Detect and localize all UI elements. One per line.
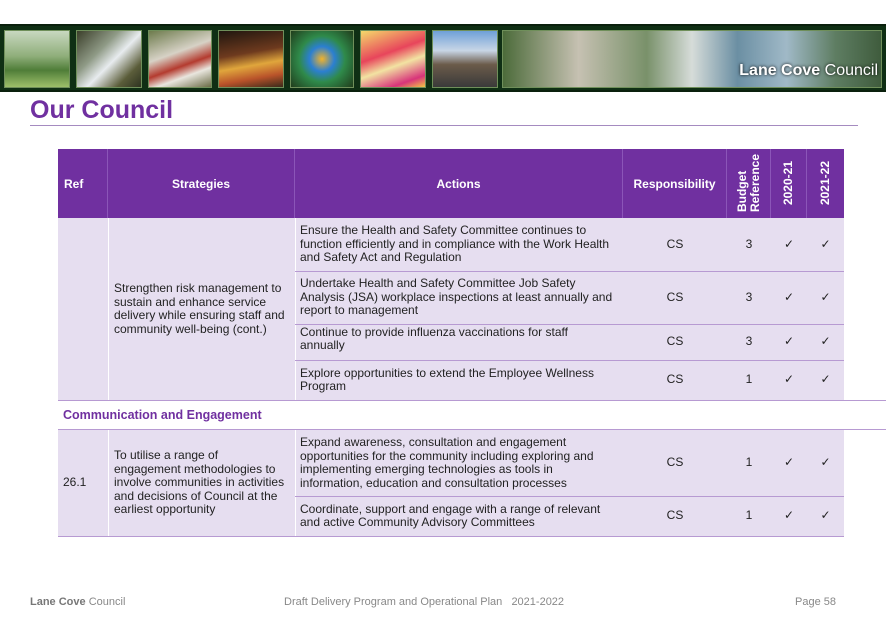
building-photo: [432, 30, 498, 88]
table-row-action: Continue to provide influenza vaccinations for staff annually: [300, 324, 568, 352]
table-row-responsibility: CS: [666, 455, 684, 470]
page-title: Our Council: [30, 96, 174, 124]
header-budget-line2: Reference: [747, 154, 762, 213]
brand-bold: Lane Cove: [739, 62, 821, 79]
table-row-action: Coordinate, support and engage with a range of relevant and active Community Advisory Committees: [300, 501, 601, 529]
header-year2-label: 2021-22: [818, 161, 832, 206]
street-dancers-photo: [148, 30, 212, 88]
footer-document-title: [284, 596, 564, 608]
header-year-2021-22: [807, 149, 844, 218]
group1-strategy: Strengthen risk management to sustain and enhance service delivery while ensuring staff and community well-being (cont.): [114, 281, 285, 336]
header-actions: Actions: [295, 149, 623, 218]
checkmark-icon: ✓: [820, 289, 831, 304]
lorikeet-photo: [290, 30, 354, 88]
table-header: [58, 149, 844, 218]
checkmark-icon: ✓: [820, 334, 831, 349]
checkmark-icon: ✓: [820, 372, 831, 387]
header-banner: [0, 24, 886, 92]
header-responsibility: Responsibility: [623, 149, 727, 218]
header-year1-label: 2020-21: [781, 161, 795, 206]
golf-course-photo: [4, 30, 70, 88]
header-budget-reference: [727, 149, 771, 218]
table-row-budget: 1: [745, 372, 753, 387]
table-bottom-border: [58, 536, 844, 537]
footer-years: 2021-2022: [511, 596, 565, 608]
checkmark-icon: ✓: [820, 508, 831, 523]
footer-organisation: [30, 596, 125, 608]
table-row-budget: 3: [745, 289, 753, 304]
table-row-responsibility: CS: [666, 372, 684, 387]
checkmark-icon: ✓: [783, 289, 795, 304]
section-heading-row: [58, 400, 886, 430]
group2-ref: 26.1: [63, 475, 87, 490]
table-row-action: Expand awareness, consultation and engagement opportunities for the community including exploring and implementing emerging technologies as tools in information, education and consultation processes: [300, 435, 594, 490]
header-budget-line1: Budget: [734, 171, 749, 213]
checkmark-icon: ✓: [783, 236, 795, 251]
checkmark-icon: ✓: [783, 372, 795, 387]
header-ref: Ref: [58, 149, 108, 218]
brand-regular: Council: [824, 62, 878, 79]
footer-org-bold: Lane Cove: [30, 596, 86, 608]
table-row-budget: 1: [745, 508, 753, 523]
table-row-responsibility: CS: [666, 236, 684, 251]
checkmark-icon: ✓: [783, 455, 795, 470]
night-market-photo: [218, 30, 284, 88]
footer-org-regular: Council: [88, 596, 126, 608]
table-row-budget: 3: [745, 334, 753, 349]
header-year-2020-21: [771, 149, 807, 218]
table-row-action: Explore opportunities to extend the Employee Wellness Program: [300, 365, 594, 393]
group2-strategy: To utilise a range of engagement methodologies to involve communities in activities and decisions of Council at the earliest opportunity: [114, 448, 285, 517]
title-divider: [30, 125, 858, 126]
waterfall-photo: [76, 30, 142, 88]
checkmark-icon: ✓: [783, 334, 795, 349]
table-row-budget: 3: [745, 236, 753, 251]
footer-doc-title: Draft Delivery Program and Operational Plan: [284, 596, 503, 608]
council-logo-text: [739, 62, 878, 80]
group1-ref: [58, 218, 108, 400]
table-row-action: Ensure the Health and Safety Committee continues to function efficiently and in compliance with the Work Health and Safety Act and Regulation: [300, 223, 610, 265]
header-strategies: Strategies: [108, 149, 295, 218]
table-row-budget: 1: [745, 455, 753, 470]
dancer-photo: [360, 30, 426, 88]
checkmark-icon: ✓: [783, 508, 795, 523]
table-row-action: Undertake Health and Safety Committee Job Safety Analysis (JSA) workplace inspections at least annually and report to management: [300, 276, 613, 318]
table-row-responsibility: CS: [666, 289, 684, 304]
table-row-responsibility: CS: [666, 334, 684, 349]
table-row-responsibility: CS: [666, 508, 684, 523]
section-heading: Communication and Engagement: [63, 408, 262, 422]
checkmark-icon: ✓: [820, 455, 831, 470]
page-number: Page 58: [795, 596, 836, 608]
checkmark-icon: ✓: [820, 236, 831, 251]
